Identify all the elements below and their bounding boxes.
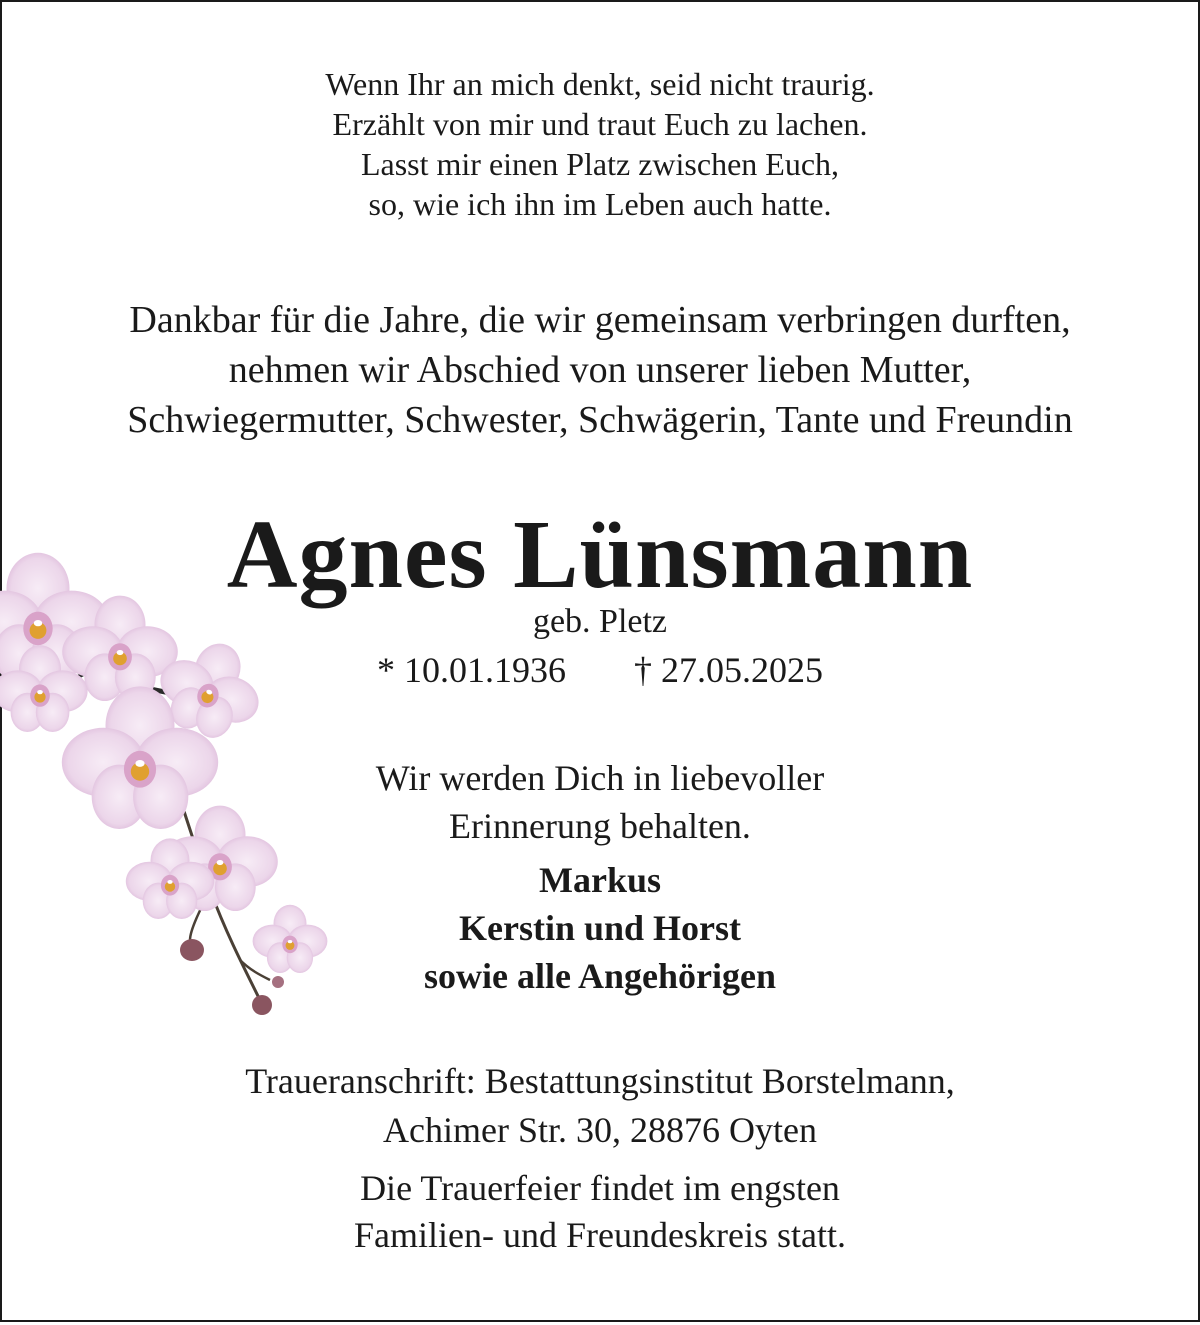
- remembrance-line: Erinnerung behalten.: [449, 806, 751, 846]
- remembrance-text: [0, 754, 1200, 850]
- poem-line: Erzählt von mir und traut Euch zu lachen.: [332, 106, 868, 142]
- address-line: Traueranschrift: Bestattungsinstitut Borstelmann,: [245, 1061, 955, 1101]
- poem-line: Wenn Ihr an mich denkt, seid nicht traurig.: [325, 66, 875, 102]
- mourning-address: [0, 1057, 1200, 1155]
- ceremony-note: [0, 1165, 1200, 1259]
- deceased-name: Agnes Lünsmann: [226, 501, 974, 609]
- mourner-line: Kerstin und Horst: [458, 908, 742, 948]
- poem-line: so, wie ich ihn im Leben auch hatte.: [368, 186, 832, 222]
- ceremony-line: Familien- und Freundeskreis statt.: [354, 1215, 846, 1255]
- mourner-line: sowie alle Angehörigen: [424, 956, 776, 996]
- intro-line: Dankbar für die Jahre, die wir gemeinsam verbringen durften,: [129, 299, 1071, 341]
- remembrance-line: Wir werden Dich in liebevoller: [375, 758, 825, 798]
- intro-text: [0, 295, 1200, 445]
- life-dates: [0, 648, 1200, 692]
- maiden-name: geb. Pletz: [532, 603, 668, 640]
- poem: [0, 64, 1200, 224]
- death-date: † 27.05.2025: [634, 650, 823, 690]
- ceremony-line: Die Trauerfeier findet im engsten: [360, 1168, 840, 1208]
- poem-line: Lasst mir einen Platz zwischen Euch,: [360, 146, 840, 182]
- mourner-line: Markus: [538, 860, 661, 900]
- intro-line: nehmen wir Abschied von unserer lieben Mutter,: [228, 349, 972, 391]
- intro-line: Schwiegermutter, Schwester, Schwägerin, Tante und Freundin: [127, 399, 1073, 441]
- address-line: Achimer Str. 30, 28876 Oyten: [383, 1110, 817, 1150]
- mourners-list: [0, 856, 1200, 1000]
- birth-date: * 10.01.1936: [377, 650, 566, 690]
